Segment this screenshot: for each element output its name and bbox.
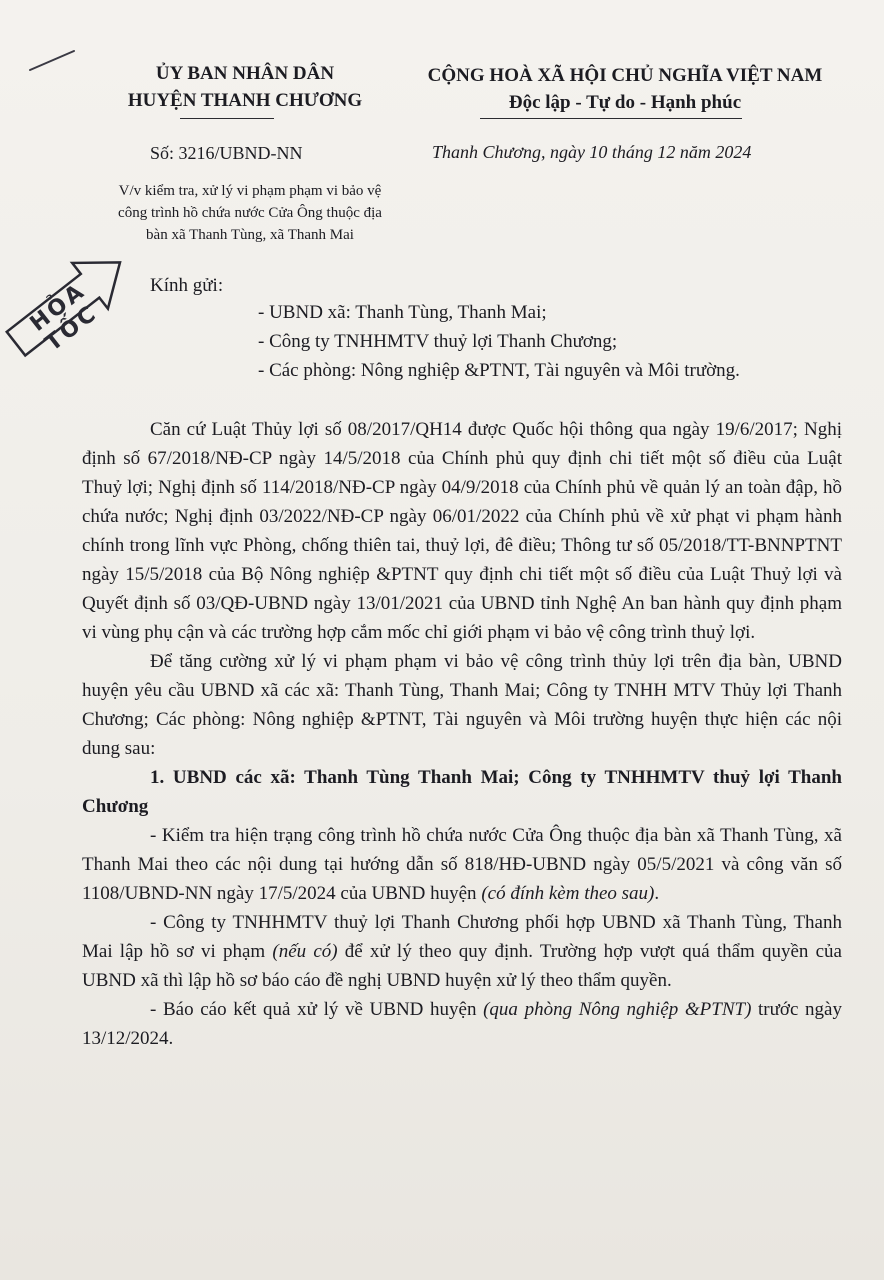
org-line-2: HUYỆN THANH CHƯƠNG	[127, 90, 363, 111]
addressee-item: - Công ty TNHHMTV thuỷ lợi Thanh Chương;	[258, 331, 618, 352]
item-text: để xử lý theo quy định. Trường hợp vượt quá thẩm quyền của UBND xã thì lập hồ sơ báo cáo đề nghị UBND huyện xử lý theo thẩm quyền.	[82, 941, 842, 991]
national-motto	[395, 62, 855, 116]
item-text: trước ngày 13/12/2024.	[82, 999, 842, 1049]
pen-mark	[28, 48, 78, 72]
document-number: Số: 3216/UBND-NN	[150, 143, 303, 163]
legal-basis-paragraph: Căn cứ Luật Thủy lợi số 08/2017/QH14 được Quốc hội thông qua ngày 19/6/2017; Nghị định số 67/2018/NĐ-CP ngày 14/5/2018 của Chính phủ quy định chi tiết một số điều của Luật Thuỷ lợi; Nghị định số 114/2018/NĐ-CP ngày 04/9/2018 của Chính phủ về quản lý an toàn đập, hồ chứa nước; Nghị định 03/2022/NĐ-CP ngày 06/01/2022 của Chính phủ về xử phạt vi phạm hành chính trong lĩnh vực Phòng, chống thiên tai, thuỷ lợi, đê điều; Thông tư số 05/2018/TT-BNNPTNT ngày 15/5/2018 của Bộ Nông nghiệp &PTNT quy định chi tiết một số điều của Luật Thuỷ lợi và Quyết định số 03/QĐ-UBND ngày 13/01/2021 của UBND tỉnh Nghệ An ban hành quy định phạm vi vùng phụ cận và các trường hợp cắm mốc chỉ giới phạm vi bảo vệ công trình thuỷ lợi.	[82, 419, 842, 643]
request-paragraph: Để tăng cường xử lý vi phạm phạm vi bảo vệ công trình thủy lợi trên địa bàn, UBND huyện yêu cầu UBND xã các xã: Thanh Tùng, Thanh Mai; Công ty TNHH MTV Thủy lợi Thanh Chương; Các phòng: Nông nghiệp &PTNT, Tài nguyên và Môi trường huyện thực hiện các nội dung sau:	[82, 651, 842, 759]
document-subject	[100, 180, 400, 246]
item-end: .	[654, 883, 660, 904]
issuing-authority	[95, 60, 395, 114]
nation-line-2: Độc lập - Tự do - Hạnh phúc	[508, 92, 742, 113]
stamp-text: HỎA TỐC	[25, 278, 103, 357]
nation-line-1: CỘNG HOÀ XÃ HỘI CHỦ NGHĨA VIỆT NAM	[427, 65, 823, 86]
item-text: - Báo cáo kết quả xử lý về UBND huyện	[150, 999, 484, 1020]
addressee-item: - UBND xã: Thanh Tùng, Thanh Mai;	[258, 302, 547, 323]
instruction-item-3	[82, 995, 842, 1053]
item-italic-note: (nếu có)	[272, 941, 338, 962]
item-italic-note: (qua phòng Nông nghiệp &PTNT)	[483, 999, 752, 1020]
instruction-item-2	[82, 908, 842, 995]
header-rule-left	[180, 118, 274, 119]
document-body	[82, 415, 842, 1053]
subject-line: bàn xã Thanh Tùng, xã Thanh Mai	[146, 227, 354, 243]
item-text: - Kiểm tra hiện trạng công trình hồ chứa nước Cửa Ông thuộc địa bàn xã Thanh Tùng, xã Thanh Mai theo các nội dung tại hướng dẫn số 818/HĐ-UBND ngày 05/5/2021 và công văn số 1108/UBND-NN ngày 17/5/2024 của UBND huyện	[82, 825, 842, 904]
urgent-stamp	[0, 232, 145, 373]
place-date: Thanh Chương, ngày 10 tháng 12 năm 2024	[432, 142, 752, 162]
subject-line: công trình hồ chứa nước Cửa Ông thuộc địa	[118, 205, 382, 221]
addressee-item: - Các phòng: Nông nghiệp &PTNT, Tài nguyên và Môi trường.	[258, 360, 740, 381]
addressee-label: Kính gửi:	[150, 275, 224, 296]
org-line-1: ỦY BAN NHÂN DÂN	[155, 63, 335, 84]
instruction-item-1	[82, 821, 842, 908]
item-text: - Công ty TNHHMTV thuỷ lợi Thanh Chương phối hợp UBND xã Thanh Tùng, Thanh Mai lập hồ sơ vi phạm	[82, 912, 842, 962]
section-1-heading: 1. UBND các xã: Thanh Tùng Thanh Mai; Công ty TNHHMTV thuỷ lợi Thanh Chương	[82, 767, 842, 817]
subject-line: V/v kiểm tra, xử lý vi phạm phạm vi bảo vệ	[118, 183, 382, 199]
item-italic-note: (có đính kèm theo sau)	[481, 883, 655, 904]
header-rule-right	[480, 118, 742, 119]
